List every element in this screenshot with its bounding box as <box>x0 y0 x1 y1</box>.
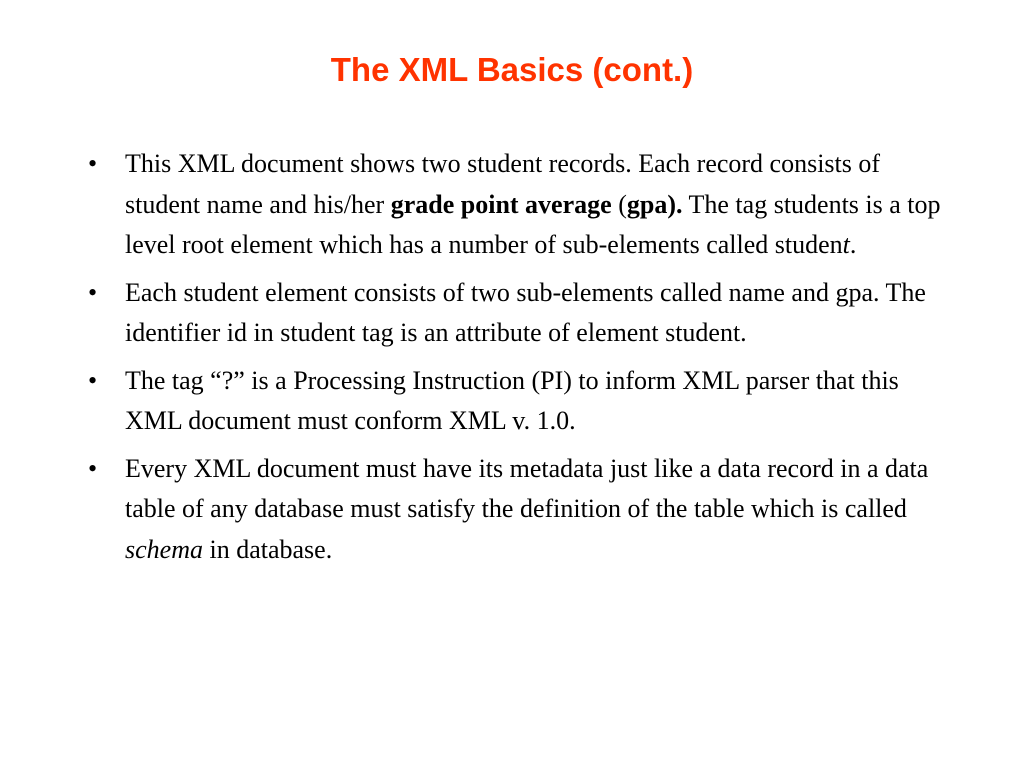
bullet-item <box>88 361 948 442</box>
bullet-item <box>88 273 948 354</box>
bullet-text-segment: gpa). <box>626 189 683 219</box>
bullet-text-segment: The tag “?” is a Processing Instruction (PI) to inform XML parser that this XML document must conform XML v. 1.0. <box>125 365 899 435</box>
bullet-marker: • <box>88 149 98 178</box>
bullet-text-segment: . <box>849 230 857 259</box>
bullet-text-segment: Each student element consists of two sub-elements called name and gpa. The identifier id in student tag is an attribute of element student. <box>125 277 926 347</box>
bullet-text-segment: schema <box>125 534 203 564</box>
bullet-text <box>125 454 928 564</box>
bullet-text-segment: in database. <box>202 534 333 564</box>
bullet-text-segment: This XML document shows two student records. Each record consists of student name and his/her <box>125 149 881 219</box>
bullet-text-segment: grade point average <box>390 189 612 219</box>
bullet-marker: • <box>88 453 98 483</box>
bullet-text-segment: ( <box>611 189 627 219</box>
bullet-text <box>125 278 926 348</box>
bullet-item <box>88 144 948 266</box>
bullet-text <box>125 366 899 436</box>
bullet-marker: • <box>88 365 98 395</box>
bullet-marker: • <box>88 277 98 307</box>
bullet-text-segment: t <box>842 230 850 259</box>
bullet-text-segment: The tag students is a top level root element which has a number of sub-elements called studen <box>125 189 941 259</box>
bullet-list <box>88 144 948 577</box>
slide-title: The XML Basics (cont.) <box>330 51 694 88</box>
bullet-text <box>125 149 941 259</box>
bullet-item <box>88 449 948 571</box>
bullet-text-segment: Every XML document must have its metadata just like a data record in a data table of any database must satisfy the definition of the table which is called <box>125 453 929 523</box>
